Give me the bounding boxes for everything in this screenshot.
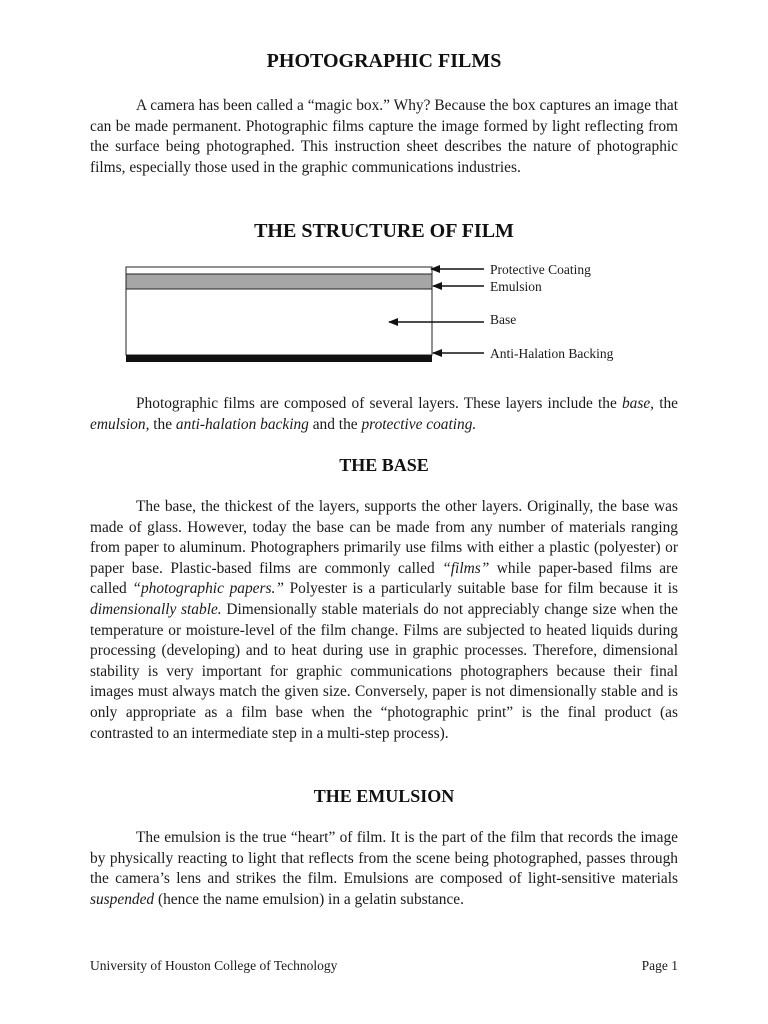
term-base: base,	[621, 395, 655, 412]
structure-text-1: Photographic films are composed of several layers. These layers include the	[136, 395, 622, 412]
structure-text-2: the	[654, 395, 678, 412]
emulsion-paragraph	[90, 828, 678, 910]
term-dimensionally-stable: dimensionally stable.	[90, 600, 222, 618]
structure-paragraph	[90, 394, 678, 435]
base-paragraph	[90, 497, 678, 744]
term-emulsion: emulsion,	[90, 415, 150, 433]
base-label: Base	[490, 312, 517, 327]
protective-coating-layer	[126, 267, 432, 274]
term-photographic-papers: “photographic papers.”	[132, 580, 284, 598]
base-text-1: The base, the thickest of the layers, supports the other layers. Originally, the base was made of glass. However, today the base can be made from any number of materials ranging from paper to aluminum. Photographers primarily use films with either a plastic (polyester) or paper base. Plastic-based films are commonly called	[90, 498, 678, 577]
emulsion-text-1: The emulsion is the true “heart” of film. It is the part of the film that records the image by physically reacting to light that reflects from the scene being photographed, passes through the camera’s lens and strikes the film. Emulsions are composed of light-sensitive materials	[90, 829, 678, 888]
structure-heading: THE STRUCTURE OF FILM	[254, 220, 514, 242]
emulsion-text-2: (hence the name emulsion) in a gelatin substance.	[154, 890, 464, 908]
structure-text-3: the	[149, 415, 176, 433]
emulsion-label: Emulsion	[490, 279, 542, 294]
base-text-4: Dimensionally stable materials do not appreciably change size when the temperature or moisture-level of the film change. Films are subjected to heated liquids during processing (developing) and to heat during use in graphic processes. Therefore, dimensional stability is very important for graphic communications photographers because their final images must always match the given size. Conversely, paper is not dimensionally stable and is only appropriate as a film base when the “photographic print” is the final product (as contrasted to an intermediate step in a multi-step process).	[90, 600, 678, 742]
term-films: “films”	[442, 559, 490, 577]
emulsion-heading: THE EMULSION	[313, 786, 455, 806]
anti-halation-label: Anti-Halation Backing	[490, 346, 614, 361]
intro-paragraph: A camera has been called a “magic box.” Why? Because the box captures an image that can be made permanent. Photographic films capture the image formed by light reflecting from the surface being photographed. This instruction sheet describes the nature of photographic films, especially those used in the graphic communications industries.	[90, 97, 678, 176]
term-anti-halation: anti-halation backing	[175, 415, 309, 433]
term-protective-coating: protective coating.	[361, 415, 477, 433]
term-suspended: suspended	[90, 890, 155, 908]
protective-coating-label: Protective Coating	[490, 262, 591, 277]
base-text-3: Polyester is a particularly suitable base for film because it is	[283, 580, 678, 598]
base-text-2: while paper-based films are called	[90, 559, 678, 598]
page-title: PHOTOGRAPHIC FILMS	[266, 50, 502, 72]
base-heading: THE BASE	[339, 455, 429, 475]
footer-page-number: Page 1	[641, 958, 678, 973]
footer-left: University of Houston College of Technology	[90, 958, 338, 973]
structure-text-4: and the	[308, 415, 362, 433]
emulsion-layer	[126, 274, 432, 289]
anti-halation-layer	[126, 355, 432, 362]
base-layer	[126, 289, 432, 355]
film-structure-diagram	[120, 258, 640, 368]
